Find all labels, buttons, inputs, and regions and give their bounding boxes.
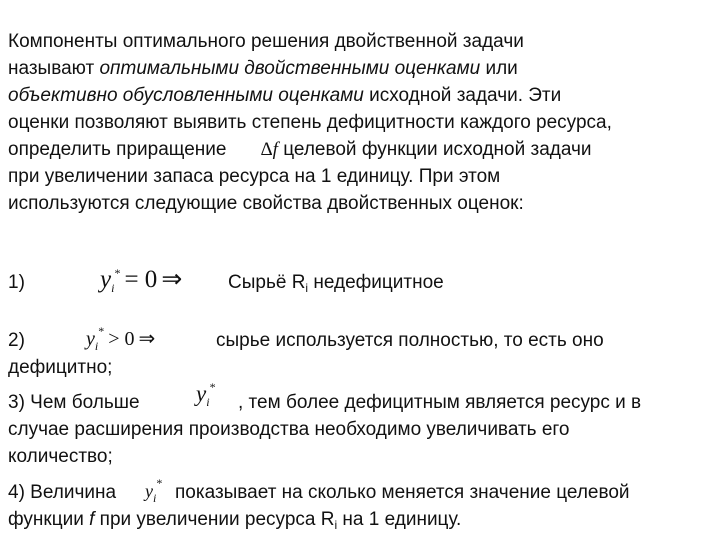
symbol-y-i-star: $y_i^*$ bbox=[196, 380, 216, 409]
paragraph-line-6: при увеличении запаса ресурса на 1 единицу. При этом bbox=[8, 166, 501, 187]
item-3-start: 3) Чем больше bbox=[8, 392, 140, 413]
paragraph-line-1: Компоненты оптимального решения двойственной задачи bbox=[8, 31, 524, 52]
item-3-line-3: количество; bbox=[8, 446, 113, 467]
item-3-text: , тем более дефицитным является ресурс и в bbox=[238, 392, 642, 413]
item-2-number: 2) bbox=[8, 330, 25, 351]
item-4-line-2: функции f при увеличении ресурса $R_i$ на 1 единицу. bbox=[8, 509, 462, 532]
item-4-text: показывает на сколько меняется значение целевой bbox=[175, 482, 630, 503]
term-optimal-dual-estimates: оптимальными двойственными оценками bbox=[99, 58, 481, 79]
item-1-text: Сырьё $R_i$ недефицитное bbox=[228, 272, 444, 295]
item-2-continuation: дефицитно; bbox=[8, 357, 113, 378]
term-objective-estimates: объективно обусловленными оценками bbox=[8, 85, 364, 106]
paragraph-line-2: называют оптимальными двойственными оценками или bbox=[8, 58, 518, 79]
item-1-number: 1) bbox=[8, 272, 25, 293]
formula-y-equals-zero: $y_i^* = 0$ ⇒ bbox=[100, 266, 183, 295]
formula-y-greater-zero: $y_i^* > 0$ ⇒ bbox=[86, 324, 156, 353]
item-3-line-2: случае расширения производства необходимо увеличивать его bbox=[8, 419, 570, 440]
item-4-start: 4) Величина bbox=[8, 482, 117, 503]
paragraph-line-3: объективно обусловленными оценками исходной задачи. Эти bbox=[8, 85, 562, 106]
paragraph-line-7: используются следующие свойства двойственных оценок: bbox=[8, 193, 524, 214]
delta-f-symbol: Δf bbox=[260, 139, 278, 160]
item-2-text: сырье используется полностью, то есть оно bbox=[216, 330, 604, 351]
symbol-y-i-star-small: $y_i^*$ bbox=[145, 476, 163, 505]
paragraph-line-5: определить приращение Δf целевой функции исходной задачи bbox=[8, 139, 592, 160]
paragraph-line-4: оценки позволяют выявить степень дефицитности каждого ресурса, bbox=[8, 112, 612, 133]
